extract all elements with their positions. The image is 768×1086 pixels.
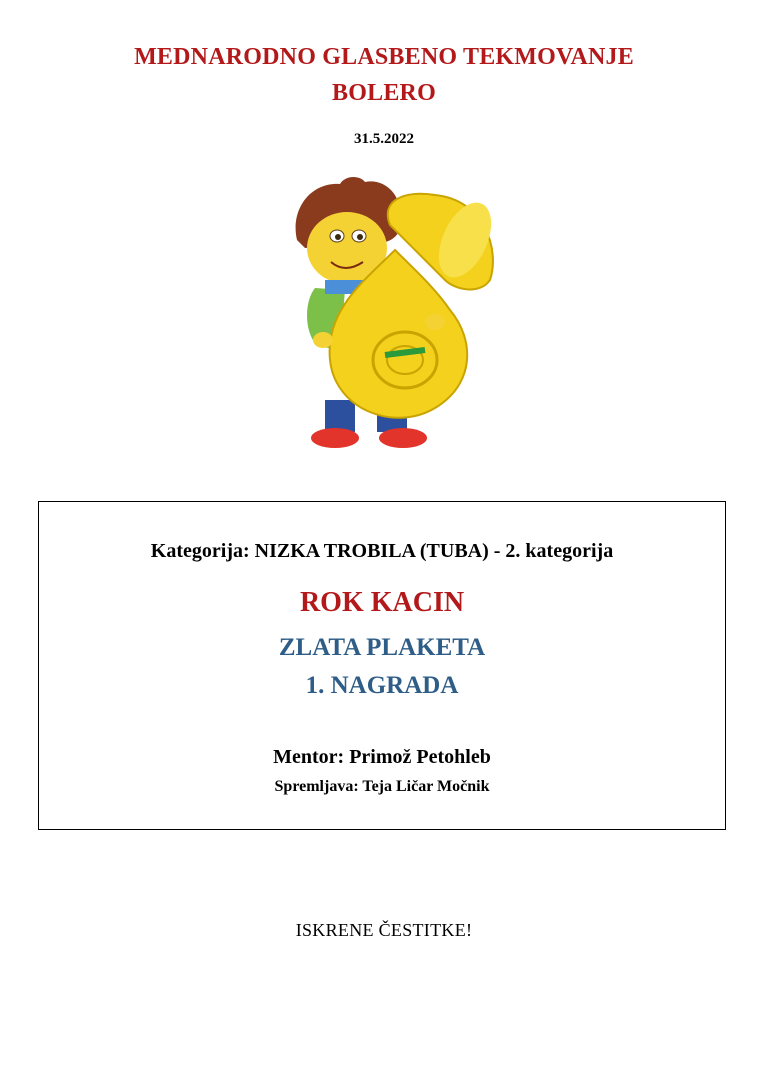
competition-title-line1: MEDNARODNO GLASBENO TEKMOVANJE [134, 44, 634, 70]
award-plaque: ZLATA PLAKETA [278, 634, 486, 661]
award-prize: 1. NAGRADA [305, 672, 459, 699]
accompaniment-label: Spremljava: Teja Ličar Močnik [274, 778, 490, 795]
competition-title-line2: BOLERO [332, 80, 436, 106]
mentor-label: Mentor: Primož Petohleb [273, 746, 491, 768]
category-label: Kategorija: NIZKA TROBILA (TUBA) - 2. kategorija [150, 540, 614, 562]
winner-name: ROK KACIN [299, 587, 465, 618]
award-box [38, 501, 726, 830]
competition-date: 31.5.2022 [354, 131, 414, 147]
congratulations-text: ISKRENE ČESTITKE! [295, 920, 473, 940]
tuba-player-illustration-icon [285, 170, 505, 460]
